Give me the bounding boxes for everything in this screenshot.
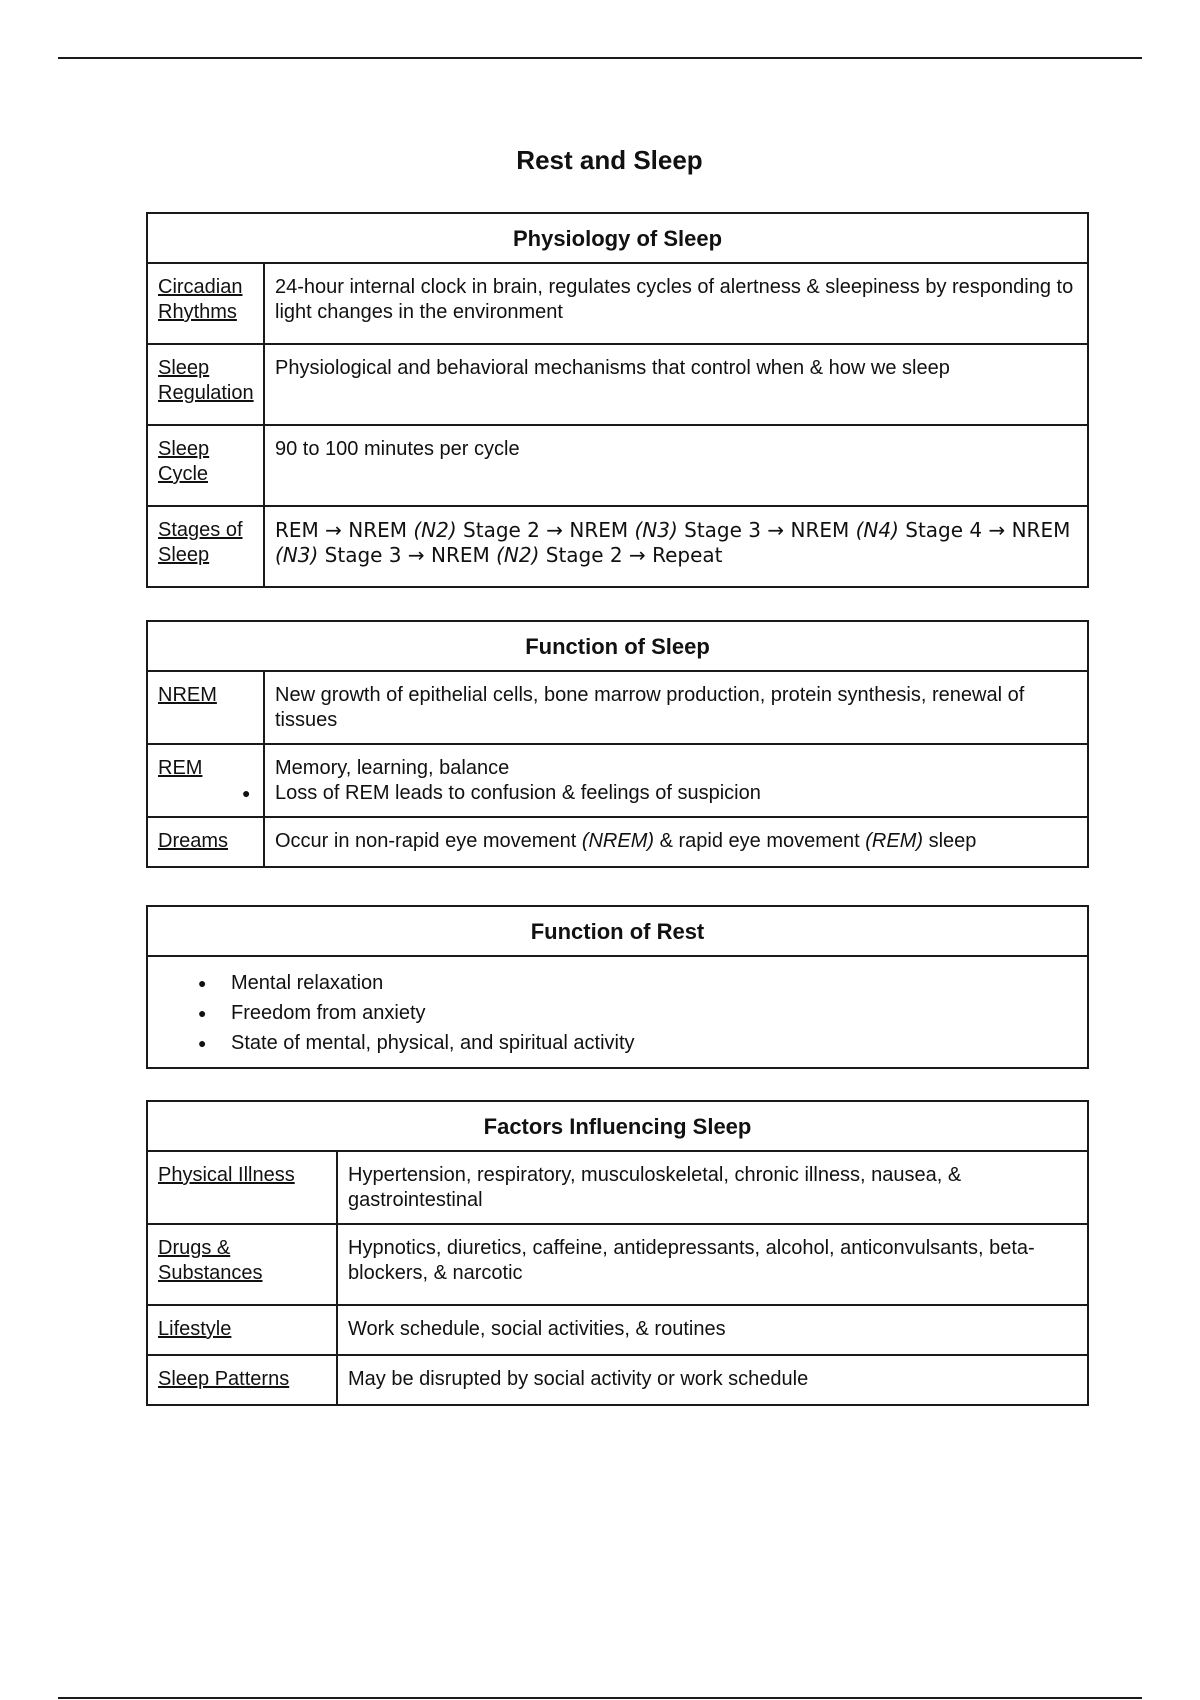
table-row: [147, 263, 1088, 344]
list-item: ● Loss of REM leads to confusion & feelings of suspicion: [275, 781, 1078, 806]
table-row: [147, 425, 1088, 506]
stages-sequence: REM → NREM (N2) Stage 2 → NREM (N3) Stage 3 → NREM (N4) Stage 4 → NREM (N3) Stage 3 → NREM (N2) Stage 2 → Repeat: [264, 506, 1088, 587]
row-label: Stages of Sleep: [147, 506, 264, 587]
table-row: [147, 1355, 1088, 1405]
function-rest-heading: Function of Rest: [147, 906, 1088, 956]
table-row: [147, 1224, 1088, 1305]
function-of-sleep-table: [146, 620, 1089, 868]
row-label: Circadian Rhythms: [147, 263, 264, 344]
row-text: 24-hour internal clock in brain, regulates cycles of alertness & sleepiness by responding to light changes in the environment: [264, 263, 1088, 344]
row-label: Drugs & Substances: [147, 1224, 337, 1305]
factors-influencing-sleep-table: [146, 1100, 1089, 1406]
row-label: Lifestyle: [147, 1305, 337, 1355]
physiology-heading: Physiology of Sleep: [147, 213, 1088, 263]
row-text: New growth of epithelial cells, bone marrow production, protein synthesis, renewal of tissues: [264, 671, 1088, 744]
row-text: 90 to 100 minutes per cycle: [264, 425, 1088, 506]
list-item: ● Freedom from anxiety: [231, 998, 1078, 1028]
dreams-text: Occur in non-rapid eye movement (NREM) & rapid eye movement (REM) sleep: [264, 817, 1088, 867]
table-row: [147, 344, 1088, 425]
factors-heading: Factors Influencing Sleep: [147, 1101, 1088, 1151]
page-title: Rest and Sleep: [516, 145, 703, 175]
row-label: REM: [147, 744, 264, 817]
top-rule: [58, 57, 1142, 59]
row-text: Work schedule, social activities, & routines: [337, 1305, 1088, 1355]
physiology-of-sleep-table: [146, 212, 1089, 588]
row-text: Physiological and behavioral mechanisms that control when & how we sleep: [264, 344, 1088, 425]
row-text: [264, 744, 1088, 817]
rest-bullet-list: [231, 968, 1078, 1058]
row-label: Sleep Regulation: [147, 344, 264, 425]
table-row: [147, 956, 1088, 1068]
row-label: NREM: [147, 671, 264, 744]
table-row: [147, 744, 1088, 817]
row-label: Dreams: [147, 817, 264, 867]
row-label: Physical Illness: [147, 1151, 337, 1224]
rem-text: Memory, learning, balance: [275, 757, 510, 779]
table-row: [147, 506, 1088, 587]
row-label: Sleep Patterns: [147, 1355, 337, 1405]
rest-list-cell: [147, 956, 1088, 1068]
rem-bullet-list: [275, 781, 1078, 806]
row-text: Hypertension, respiratory, musculoskeletal, chronic illness, nausea, & gastrointestinal: [337, 1151, 1088, 1224]
bottom-rule: [58, 1697, 1142, 1699]
table-row: [147, 671, 1088, 744]
table-row: [147, 1151, 1088, 1224]
table-row: [147, 817, 1088, 867]
list-item: ● State of mental, physical, and spiritual activity: [231, 1028, 1078, 1058]
row-text: May be disrupted by social activity or work schedule: [337, 1355, 1088, 1405]
table-row: [147, 1305, 1088, 1355]
row-text: Hypnotics, diuretics, caffeine, antidepressants, alcohol, anticonvulsants, beta-blockers, & narcotic: [337, 1224, 1088, 1305]
list-item: ● Mental relaxation: [231, 968, 1078, 998]
function-of-rest-table: [146, 905, 1089, 1069]
function-sleep-heading: Function of Sleep: [147, 621, 1088, 671]
row-label: Sleep Cycle: [147, 425, 264, 506]
